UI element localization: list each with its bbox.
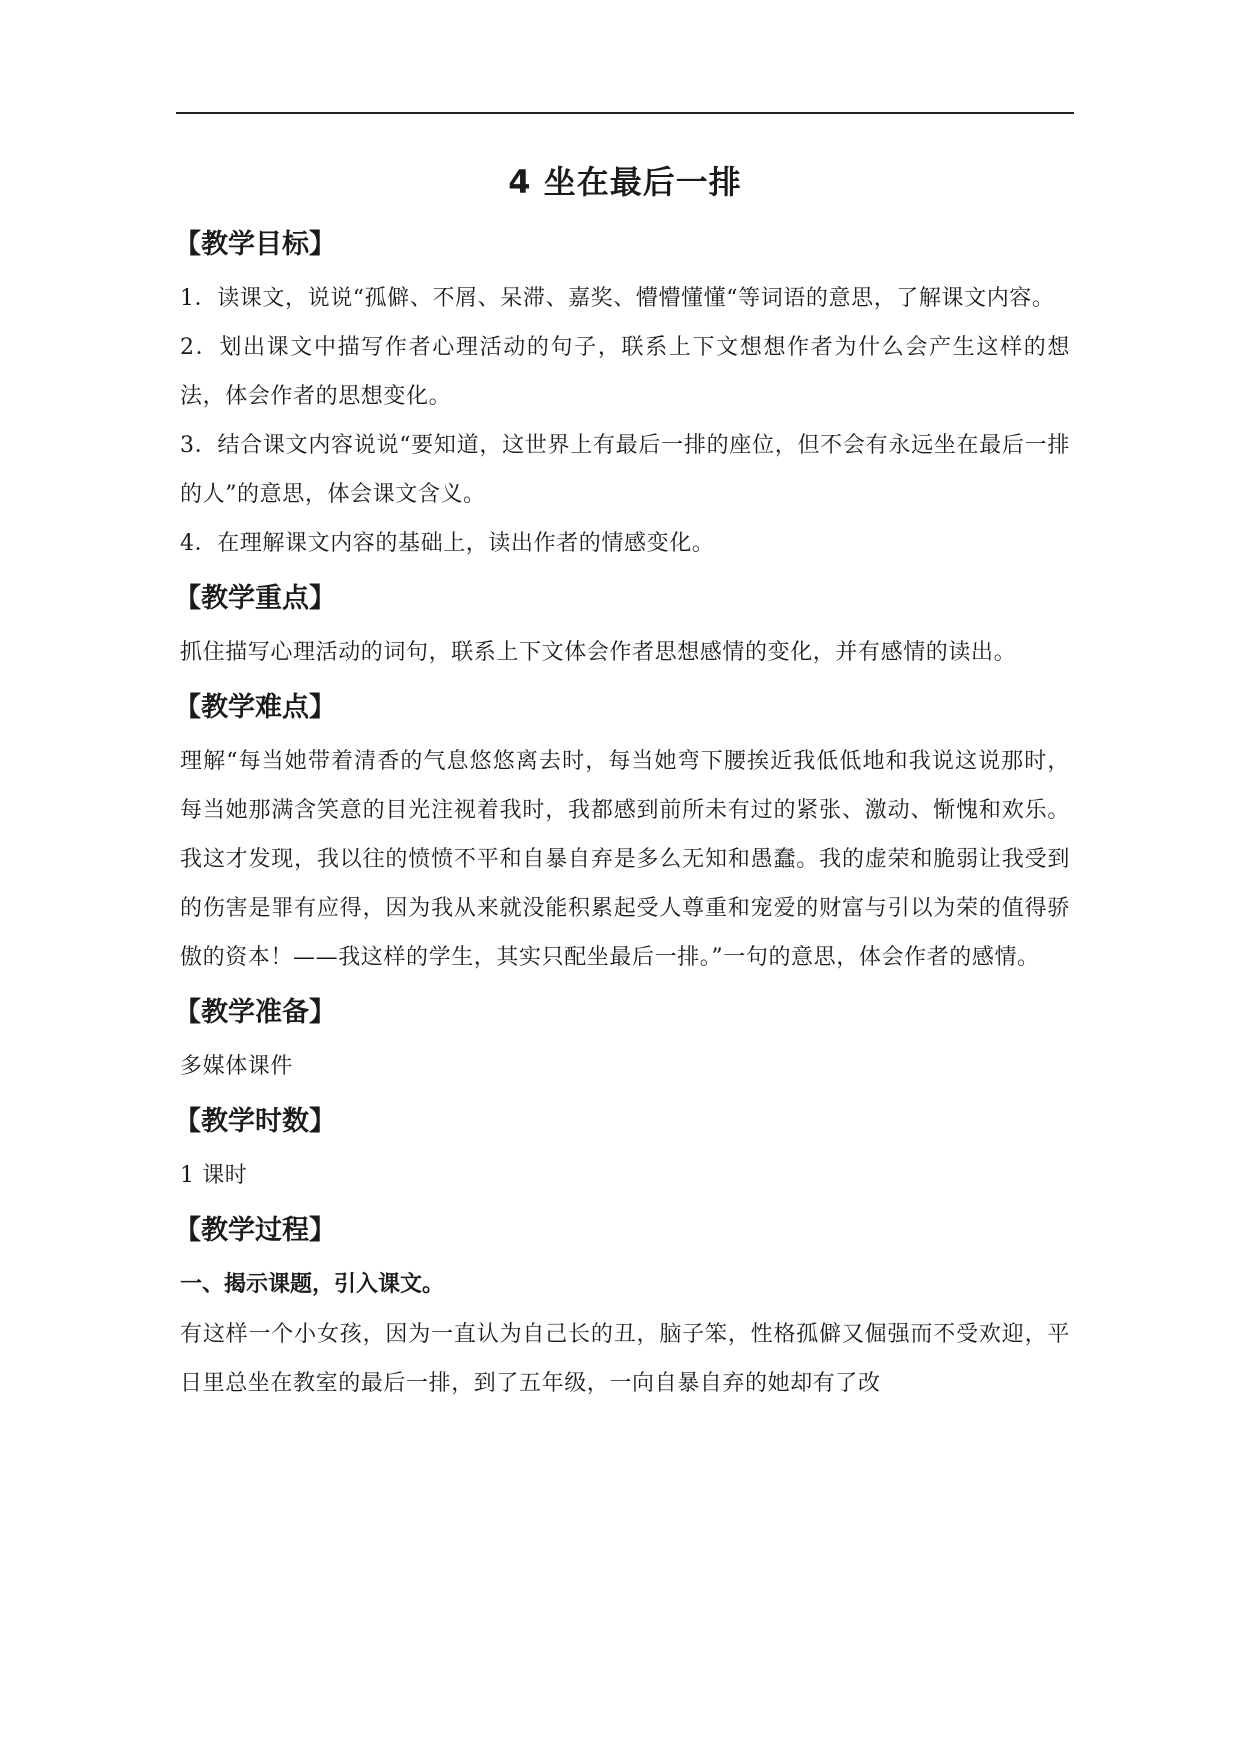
goal-item: 4．在理解课文内容的基础上，读出作者的情感变化。 bbox=[180, 531, 715, 556]
heading-hours: 【教学时数】 bbox=[174, 1106, 336, 1137]
heading-difficulties: 【教学难点】 bbox=[174, 692, 336, 723]
goal-item: 2．划出课文中描写作者心理活动的句子，联系上下文想想作者为什么会产生这样的想法，体会作者的思想变化。 bbox=[180, 335, 1070, 409]
heading-preparation: 【教学准备】 bbox=[174, 997, 336, 1028]
preparation-text: 多媒体课件 bbox=[180, 1054, 294, 1079]
document-body bbox=[174, 158, 1070, 1408]
header-rule bbox=[176, 112, 1074, 114]
key-points-text: 抓住描写心理活动的词句，联系上下文体会作者思想感情的变化，并有感情的读出。 bbox=[180, 640, 1017, 665]
hours-text: 1 课时 bbox=[180, 1163, 248, 1188]
goal-item: 1．读课文，说说“孤僻、不屑、呆滞、嘉奖、懵懵懂懂“等词语的意思，了解课文内容。 bbox=[180, 286, 1055, 311]
goal-item: 3．结合课文内容说说“要知道，这世界上有最后一排的座位，但不会有永远坐在最后一排的人”的意思，体会课文含义。 bbox=[180, 433, 1070, 507]
lesson-title: 4 坐在最后一排 bbox=[508, 163, 742, 201]
heading-key-points: 【教学重点】 bbox=[174, 583, 336, 614]
process-step-title: 一、揭示课题，引入课文。 bbox=[180, 1272, 445, 1297]
process-step-text: 有这样一个小女孩，因为一直认为自己长的丑，脑子笨，性格孤僻又倔强而不受欢迎，平日里总坐在教室的最后一排，到了五年级，一向自暴自弃的她却有了改 bbox=[180, 1322, 1070, 1396]
difficulties-text: 理解“每当她带着清香的气息悠悠离去时，每当她弯下腰挨近我低低地和我说这说那时，每当她那满含笑意的目光注视着我时，我都感到前所未有过的紧张、激动、惭愧和欢乐。我这才发现，我以往的愤愤不平和自暴自弃是多么无知和愚蠢。我的虚荣和脆弱让我受到的伤害是罪有应得，因为我从来就没能积累起受人尊重和宠爱的财富与引以为荣的值得骄傲的资本！——我这样的学生，其实只配坐最后一排。”一句的意思，体会作者的感情。 bbox=[180, 749, 1070, 970]
heading-goals: 【教学目标】 bbox=[174, 229, 336, 260]
heading-process: 【教学过程】 bbox=[174, 1215, 336, 1246]
